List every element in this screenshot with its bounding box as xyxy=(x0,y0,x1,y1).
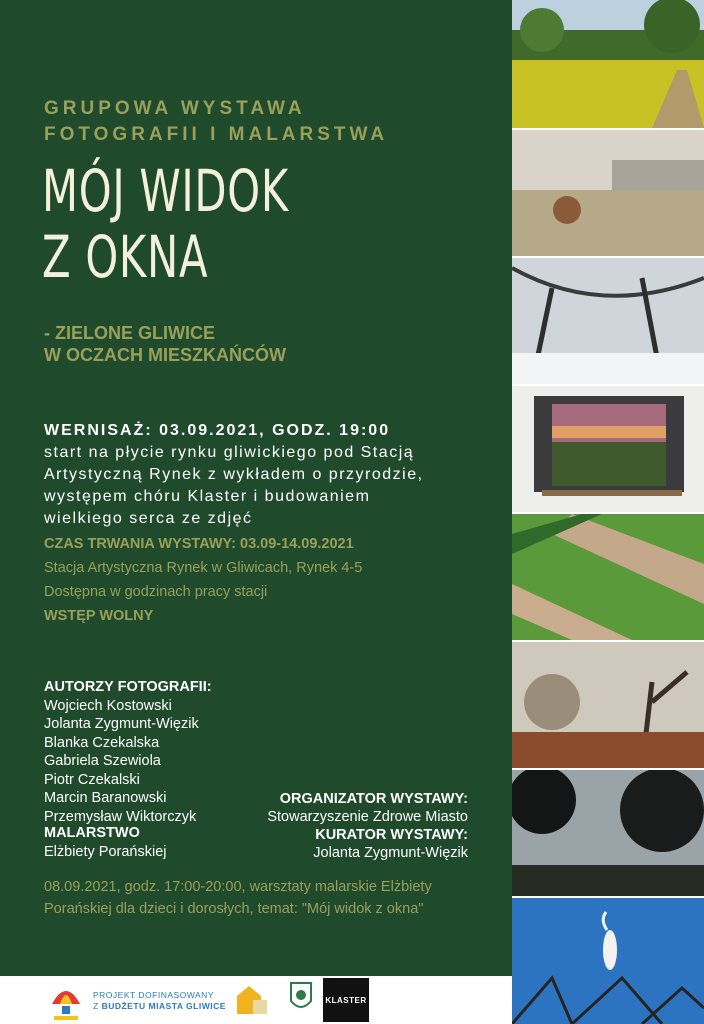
exhibition-title: MÓJ WIDOK Z OKNA xyxy=(42,157,289,291)
photo-foggy-meadow xyxy=(512,130,704,256)
gliwice-balloon-icon xyxy=(46,982,86,1022)
photo-autumn-fog-trees xyxy=(512,642,704,768)
location: Stacja Artystyczna Rynek w Gliwicach, Rynek 4-5 xyxy=(44,560,363,576)
photo-strip xyxy=(512,0,704,1024)
photo-heron xyxy=(512,898,704,1024)
photo-snowy-forest xyxy=(512,258,704,384)
funding-note: PROJEKT DOFINASOWANY Z BUDŻETU MIASTA GLIWICE xyxy=(93,990,226,1011)
author-name: Piotr Czekalski xyxy=(44,771,140,788)
author-name: Blanka Czekalska xyxy=(44,734,160,751)
exhibition-subtitle: GRUPOWA WYSTAWA FOTOGRAFII I MALARSTWA xyxy=(44,98,389,145)
workshop-info: 08.09.2021, godz. 17:00-20:00, warsztaty malarskie Elżbiety Porańskiej dla dzieci i dorosłych, temat: "Mój widok z okna" xyxy=(44,879,432,917)
photo-window-painting xyxy=(512,386,704,512)
author-name: Jolanta Zygmunt-Więzik xyxy=(44,716,199,732)
vernissage-block: WERNISAŻ: 03.09.2021, GODZ. 19:00 start na płycie rynku gliwickiego pod Stacją Artystyczną Rynek z wykładem o przyrodzie, występem chóru Klaster i budowaniem wielkiego serca ze zdjęć xyxy=(44,422,424,527)
photo-aerial-fields xyxy=(512,514,704,640)
klaster-icon: KLASTER xyxy=(323,978,369,1022)
painting-block: MALARSTWO Elżbiety Porańskiej xyxy=(44,825,167,860)
exhibition-tagline: - ZIELONE GLIWICE W OCZACH MIESZKAŃCÓW xyxy=(44,323,286,365)
photo-rapeseed-field xyxy=(512,0,704,128)
exhibition-info xyxy=(44,532,484,628)
stacja-artystyczna-icon xyxy=(235,984,269,1016)
author-name: Wojciech Kostowski xyxy=(44,697,172,714)
author-name: Przemysław Wiktorczyk xyxy=(44,808,197,825)
entry: WSTĘP WOLNY xyxy=(44,608,154,624)
author-name: Gabriela Szewiola xyxy=(44,753,161,769)
zdrowe-miasto-icon xyxy=(289,981,313,1015)
vernissage-heading: WERNISAŻ: 03.09.2021, GODZ. 19:00 xyxy=(44,422,391,439)
authors-list: AUTORZY FOTOGRAFII: Wojciech Kostowski Jolanta Zygmunt-Więzik Blanka Czekalska Gabriela Szewiola Piotr Czekalski Marcin Baranowski Przemysław Wiktorczyk xyxy=(44,679,212,825)
duration: CZAS TRWANIA WYSTAWY: 03.09-14.09.2021 xyxy=(44,536,354,552)
hours: Dostępna w godzinach pracy stacji xyxy=(44,584,268,600)
photo-tree-silhouette xyxy=(512,770,704,896)
organizer-block: ORGANIZATOR WYSTAWY: Stowarzyszenie Zdrowe Miasto KURATOR WYSTAWY: Jolanta Zygmunt-Więzik xyxy=(267,791,468,861)
author-name: Marcin Baranowski xyxy=(44,790,167,806)
